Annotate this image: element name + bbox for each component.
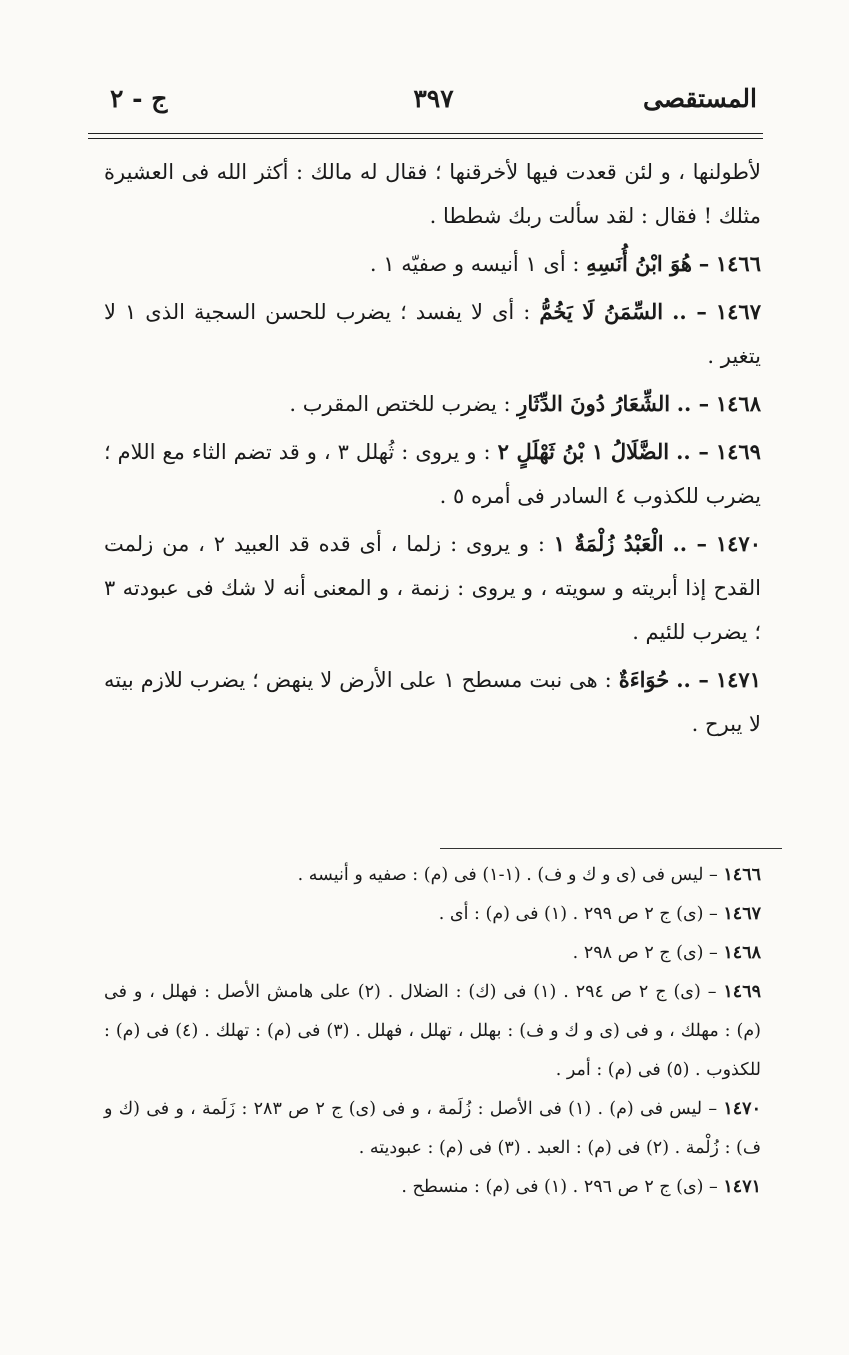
footnote-1469 <box>104 973 761 1090</box>
footnote-text: – ليس فى (م) . (١) فى الأصل : زُلَمة ، و فى (ى) ج ٢ ص ٢٨٣ : زَلَمة ، و فى (ك و ف) : زُلْمة . (٢) فى (م) : العبد . (٣) فى (م) : عبوديته . <box>104 1099 761 1158</box>
footnote-number: ١٤٦٧ <box>723 904 761 924</box>
footnote-text: – (ى) ج ٢ ص ٢٩٤ . (١) فى (ك) : الضلال . (٢) على هامش الأصل : فهلل ، و فى (م) : مهلك ، و فى (ى و ك و ف) : بهلل ، تهلل ، فهلل . (٣) فى (م) : تهلك . (٤) فى (م) : للكذوب . (٥) فى (م) : أمر . <box>104 982 761 1080</box>
entry-separator: – .. <box>676 391 710 416</box>
proverb-entry-1469 <box>104 430 761 518</box>
proverb-term: السِّمَنُ لَا يَخُمُّ <box>539 299 664 324</box>
entry-number: ١٤٧٠ <box>715 531 761 556</box>
proverb-entry-1468 <box>104 382 761 426</box>
volume-label: ج - ٢ <box>110 84 168 113</box>
entry-text: : هى نبت مسطح ١ على الأرض لا ينهض ؛ يضرب للازم بيته لا يبرح . <box>104 668 761 736</box>
footnote-number: ١٤٧١ <box>723 1177 761 1197</box>
entry-number: ١٤٦٦ <box>715 251 761 276</box>
footnote-text: – (ى) ج ٢ ص ٢٩٦ . (١) فى (م) : منسطح . <box>401 1177 718 1197</box>
entry-number: ١٤٦٩ <box>715 439 761 464</box>
book-title: المستقصى <box>642 84 757 113</box>
running-header <box>110 84 757 124</box>
footnote-1467 <box>104 895 761 934</box>
footnote-rule <box>440 848 782 849</box>
entry-separator: – .. <box>672 299 707 324</box>
entry-number: ١٤٦٧ <box>715 299 761 324</box>
proverb-term: حُوَاءَةٌ <box>618 667 670 692</box>
entry-number: ١٤٦٨ <box>715 391 761 416</box>
entry-text: لأطولنها ، و لئن قعدت فيها لأخرقنها ؛ فقال له مالك : أكثر الله فى العشيرة مثلك ! فقال : لقد سألت ربك شططا . <box>104 160 761 228</box>
entry-separator: – .. <box>676 439 709 464</box>
footnote-number: ١٤٦٨ <box>723 943 761 963</box>
proverb-term: الشِّعَارُ دُونَ الدِّثَارِ <box>517 391 671 416</box>
footnotes <box>104 856 761 1207</box>
footnote-text: – (ى) ج ٢ ص ٢٩٩ . (١) فى (م) : أى . <box>438 904 718 924</box>
page-number: ٣٩٧ <box>413 84 454 113</box>
header-rule-bottom <box>88 138 763 139</box>
footnote-1471 <box>104 1168 761 1207</box>
footnote-number: ١٤٧٠ <box>723 1099 761 1119</box>
proverb-term: الضَّلَالُ ١ بْنُ ثَهْلَلٍ ٢ <box>497 439 670 464</box>
main-text <box>104 150 761 746</box>
entry-text: : أى ١ أنيسه و صفيّه ١ . <box>369 252 580 276</box>
proverb-term: هُوَ ابْنُ أُنَسِهِ <box>586 251 692 276</box>
entry-separator: – .. <box>672 531 708 556</box>
footnote-1468 <box>104 934 761 973</box>
footnote-text: – (ى) ج ٢ ص ٢٩٨ . <box>572 943 718 963</box>
entry-text: : و يروى : ثُهلل ٣ ، و قد تضم الثاء مع اللام ؛ يضرب للكذوب ٤ السادر فى أمره ٥ . <box>104 440 761 508</box>
header-rule-top <box>88 133 763 134</box>
footnote-number: ١٤٦٦ <box>723 865 761 885</box>
proverb-entry-1466 <box>104 242 761 286</box>
proverb-entry-1467 <box>104 290 761 378</box>
footnote-number: ١٤٦٩ <box>723 982 761 1002</box>
footnote-1466 <box>104 856 761 895</box>
entry-text: : و يروى : زلما ، أى قده قد العبيد ٢ ، من زلمت القدح إذا أبريته و سويته ، و يروى : زنمة ، و المعنى أنه لا شك فى عبودته ٣ ؛ يضرب للئيم . <box>104 532 761 644</box>
proverb-term: الْعَبْدُ زُلْمَةٌ ١ <box>553 531 664 556</box>
footnote-text: – ليس فى (ى و ك و ف) . (١-١) فى (م) : صفيه و أنيسه . <box>297 865 718 885</box>
entry-separator: – <box>698 251 710 276</box>
footnote-1470 <box>104 1090 761 1168</box>
continued-paragraph <box>104 150 761 238</box>
entry-number: ١٤٧١ <box>715 667 761 692</box>
entry-text: : أى لا يفسد ؛ يضرب للحسن السجية الذى ١ لا يتغير . <box>104 300 761 368</box>
proverb-entry-1471 <box>104 658 761 746</box>
entry-text: : يضرب للختص المقرب . <box>289 392 511 416</box>
entry-separator: – .. <box>676 667 709 692</box>
proverb-entry-1470 <box>104 522 761 654</box>
